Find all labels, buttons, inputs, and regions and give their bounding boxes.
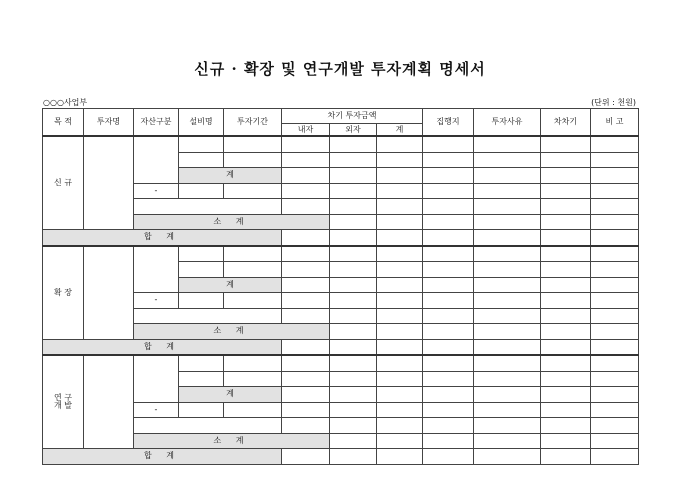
grand-total-label: 합 계 — [43, 339, 282, 355]
equipment-name-cell[interactable] — [179, 152, 224, 168]
amount-foreign-cell[interactable] — [330, 168, 377, 184]
remarks-cell[interactable] — [591, 308, 639, 324]
remarks-cell[interactable] — [591, 371, 639, 387]
reason-cell[interactable] — [474, 168, 541, 184]
equipment-name-cell[interactable] — [179, 136, 224, 152]
period-cell[interactable] — [224, 136, 282, 152]
asset-class-cell[interactable] — [134, 246, 179, 293]
amount-domestic-cell[interactable] — [282, 339, 330, 355]
asset-class-cell[interactable] — [134, 136, 179, 183]
amount-domestic-cell[interactable] — [282, 308, 330, 324]
grand-total-label: 합 계 — [43, 230, 282, 246]
period-cell[interactable] — [224, 152, 282, 168]
dash-row-cell[interactable] — [134, 199, 282, 215]
dash-cell: - — [134, 402, 179, 418]
equipment-name-cell[interactable] — [179, 371, 224, 387]
next-next-cell[interactable] — [541, 199, 591, 215]
remarks-cell[interactable] — [591, 199, 639, 215]
table-row — [43, 230, 639, 246]
amount-foreign-cell[interactable] — [330, 199, 377, 215]
executor-cell[interactable] — [423, 371, 474, 387]
investment-plan-table — [42, 108, 639, 465]
remarks-cell[interactable] — [591, 136, 639, 152]
amount-domestic-cell[interactable] — [282, 168, 330, 184]
amount-foreign-cell[interactable] — [330, 246, 377, 262]
reason-cell[interactable] — [474, 339, 541, 355]
executor-cell[interactable] — [423, 339, 474, 355]
next-next-cell[interactable] — [541, 262, 591, 278]
amount-foreign-cell[interactable] — [330, 183, 377, 199]
amount-total-cell[interactable] — [377, 152, 423, 168]
amount-domestic-cell[interactable] — [282, 418, 330, 434]
amount-foreign-cell[interactable] — [330, 277, 377, 293]
executor-cell[interactable] — [423, 262, 474, 278]
amount-foreign-cell[interactable] — [330, 339, 377, 355]
next-next-cell[interactable] — [541, 387, 591, 403]
table-row — [43, 246, 639, 262]
amount-domestic-cell[interactable] — [282, 402, 330, 418]
amount-foreign-cell[interactable] — [377, 433, 423, 449]
equipment-name-cell[interactable] — [179, 262, 224, 278]
executor-cell[interactable] — [423, 230, 474, 246]
reason-cell[interactable] — [474, 308, 541, 324]
amount-total-cell[interactable] — [377, 355, 423, 371]
reason-cell[interactable] — [474, 355, 541, 371]
header-domestic: 내자 — [282, 124, 330, 137]
header-asset-class: 자산구분 — [134, 109, 179, 137]
next-next-cell[interactable] — [541, 355, 591, 371]
executor-cell[interactable] — [423, 246, 474, 262]
dash-row-cell[interactable] — [134, 308, 282, 324]
investment-name-cell[interactable] — [84, 355, 134, 449]
executor-cell[interactable] — [423, 277, 474, 293]
header-purpose: 목 적 — [43, 109, 84, 137]
amount-total-cell[interactable] — [377, 387, 423, 403]
next-next-cell[interactable] — [541, 418, 591, 434]
executor-cell[interactable] — [423, 293, 474, 309]
header-equipment-name: 설비명 — [179, 109, 224, 137]
executor-cell[interactable] — [423, 136, 474, 152]
executor-cell[interactable] — [423, 183, 474, 199]
section-label — [43, 355, 84, 449]
amount-total-cell[interactable] — [377, 371, 423, 387]
amount-domestic-cell[interactable] — [282, 293, 330, 309]
dash-cell: - — [134, 293, 179, 309]
period-cell[interactable] — [224, 293, 282, 309]
header-remarks: 비 고 — [591, 109, 639, 137]
amount-domestic-cell[interactable] — [282, 387, 330, 403]
section-label-line1: 확 장 — [54, 287, 72, 297]
executor-cell[interactable] — [423, 355, 474, 371]
remarks-cell[interactable] — [591, 402, 639, 418]
table-row — [43, 339, 639, 355]
remarks-cell[interactable] — [591, 339, 639, 355]
amount-domestic-cell[interactable] — [282, 371, 330, 387]
item-total-label: 계 — [179, 277, 282, 293]
header-amount-group: 차기 투자금액 — [282, 109, 423, 124]
asset-class-cell[interactable] — [134, 355, 179, 402]
section-label-line1: 연 구 — [54, 393, 72, 402]
reason-cell[interactable] — [474, 199, 541, 215]
unit-label: (단위 : 천원) — [591, 98, 636, 107]
amount-domestic-cell[interactable] — [282, 262, 330, 278]
remarks-cell[interactable] — [591, 277, 639, 293]
executor-cell[interactable] — [423, 152, 474, 168]
subtotal-label: 소 계 — [134, 214, 330, 230]
header-reason: 투자사유 — [474, 109, 541, 137]
amount-total-cell[interactable] — [423, 433, 474, 449]
remarks-cell[interactable] — [591, 355, 639, 371]
amount-domestic-cell[interactable] — [282, 230, 330, 246]
next-next-cell[interactable] — [541, 308, 591, 324]
amount-total-cell[interactable] — [377, 183, 423, 199]
amount-total-cell[interactable] — [423, 324, 474, 340]
amount-foreign-cell[interactable] — [330, 418, 377, 434]
reason-cell[interactable] — [474, 183, 541, 199]
remarks-cell[interactable] — [591, 387, 639, 403]
executor-cell[interactable] — [423, 168, 474, 184]
amount-domestic-cell[interactable] — [282, 449, 330, 465]
header-total: 계 — [377, 124, 423, 137]
amount-foreign-cell[interactable] — [330, 136, 377, 152]
header-foreign: 외자 — [330, 124, 377, 137]
section-label — [43, 246, 84, 340]
executor-cell[interactable] — [474, 433, 541, 449]
table-row — [43, 449, 639, 465]
reason-cell[interactable] — [541, 214, 591, 230]
amount-foreign-cell[interactable] — [330, 355, 377, 371]
amount-domestic-cell[interactable] — [282, 246, 330, 262]
subtotal-label: 소 계 — [134, 324, 330, 340]
item-total-label: 계 — [179, 168, 282, 184]
next-next-cell[interactable] — [541, 168, 591, 184]
next-next-cell[interactable] — [591, 433, 639, 449]
period-cell[interactable] — [224, 355, 282, 371]
reason-cell[interactable] — [541, 324, 591, 340]
next-next-cell[interactable] — [541, 293, 591, 309]
amount-foreign-cell[interactable] — [330, 371, 377, 387]
next-next-cell[interactable] — [541, 152, 591, 168]
reason-cell[interactable] — [474, 418, 541, 434]
investment-name-cell[interactable] — [84, 246, 134, 340]
next-next-cell[interactable] — [591, 214, 639, 230]
table-row — [43, 136, 639, 152]
reason-cell[interactable] — [474, 402, 541, 418]
amount-domestic-cell[interactable] — [282, 152, 330, 168]
period-cell[interactable] — [224, 183, 282, 199]
executor-cell[interactable] — [423, 402, 474, 418]
equipment-name-cell[interactable] — [179, 402, 224, 418]
executor-cell[interactable] — [423, 199, 474, 215]
remarks-cell[interactable] — [591, 183, 639, 199]
amount-foreign-cell[interactable] — [330, 230, 377, 246]
remarks-cell[interactable] — [591, 293, 639, 309]
reason-cell[interactable] — [474, 136, 541, 152]
amount-foreign-cell[interactable] — [330, 387, 377, 403]
next-next-cell[interactable] — [541, 402, 591, 418]
header-row — [43, 109, 639, 124]
period-cell[interactable] — [224, 371, 282, 387]
amount-domestic-cell[interactable] — [330, 214, 377, 230]
next-next-cell[interactable] — [541, 371, 591, 387]
amount-domestic-cell[interactable] — [282, 183, 330, 199]
next-next-cell[interactable] — [541, 246, 591, 262]
amount-foreign-cell[interactable] — [377, 214, 423, 230]
remarks-cell[interactable] — [591, 152, 639, 168]
executor-cell[interactable] — [423, 418, 474, 434]
executor-cell[interactable] — [474, 324, 541, 340]
remarks-cell[interactable] — [591, 246, 639, 262]
amount-foreign-cell[interactable] — [330, 308, 377, 324]
remarks-cell[interactable] — [591, 418, 639, 434]
equipment-name-cell[interactable] — [179, 183, 224, 199]
reason-cell[interactable] — [474, 230, 541, 246]
amount-foreign-cell[interactable] — [330, 293, 377, 309]
amount-total-cell[interactable] — [377, 136, 423, 152]
amount-total-cell[interactable] — [377, 402, 423, 418]
amount-domestic-cell[interactable] — [282, 355, 330, 371]
remarks-cell[interactable] — [591, 449, 639, 465]
executor-cell[interactable] — [474, 214, 541, 230]
amount-domestic-cell[interactable] — [282, 136, 330, 152]
next-next-cell[interactable] — [541, 136, 591, 152]
subtotal-label: 소 계 — [134, 433, 330, 449]
remarks-cell[interactable] — [591, 262, 639, 278]
item-total-label: 계 — [179, 387, 282, 403]
header-investment-name: 투자명 — [84, 109, 134, 137]
amount-total-cell[interactable] — [377, 199, 423, 215]
next-next-cell[interactable] — [541, 183, 591, 199]
next-next-cell[interactable] — [541, 449, 591, 465]
amount-total-cell[interactable] — [377, 246, 423, 262]
reason-cell[interactable] — [474, 293, 541, 309]
reason-cell[interactable] — [474, 152, 541, 168]
remarks-cell[interactable] — [591, 168, 639, 184]
amount-total-cell[interactable] — [377, 168, 423, 184]
next-next-cell[interactable] — [541, 339, 591, 355]
amount-foreign-cell[interactable] — [330, 262, 377, 278]
amount-total-cell[interactable] — [377, 262, 423, 278]
period-cell[interactable] — [224, 402, 282, 418]
section-label — [43, 136, 84, 230]
header-next-next: 차차기 — [541, 109, 591, 137]
amount-domestic-cell[interactable] — [330, 324, 377, 340]
next-next-cell[interactable] — [591, 324, 639, 340]
reason-cell[interactable] — [474, 371, 541, 387]
amount-total-cell[interactable] — [377, 418, 423, 434]
document-title: 신규 · 확장 및 연구개발 투자계획 명세서 — [194, 60, 486, 78]
header-executor: 집행지 — [423, 109, 474, 137]
amount-total-cell[interactable] — [377, 449, 423, 465]
executor-cell[interactable] — [423, 308, 474, 324]
amount-total-cell[interactable] — [377, 293, 423, 309]
equipment-name-cell[interactable] — [179, 246, 224, 262]
amount-foreign-cell[interactable] — [330, 449, 377, 465]
amount-domestic-cell[interactable] — [330, 433, 377, 449]
dash-cell: - — [134, 183, 179, 199]
investment-name-cell[interactable] — [84, 136, 134, 230]
period-cell[interactable] — [224, 262, 282, 278]
next-next-cell[interactable] — [541, 277, 591, 293]
reason-cell[interactable] — [541, 433, 591, 449]
table-row — [43, 355, 639, 371]
amount-total-cell[interactable] — [423, 214, 474, 230]
executor-cell[interactable] — [423, 387, 474, 403]
dash-row-cell[interactable] — [134, 418, 282, 434]
grand-total-label: 합 계 — [43, 449, 282, 465]
header-period: 투자기간 — [224, 109, 282, 137]
section-label-line2: 개 발 — [54, 401, 72, 410]
org-label: ○○○사업부 — [43, 98, 88, 107]
remarks-cell[interactable] — [591, 230, 639, 246]
reason-cell[interactable] — [474, 246, 541, 262]
amount-foreign-cell[interactable] — [330, 152, 377, 168]
amount-total-cell[interactable] — [377, 308, 423, 324]
amount-foreign-cell[interactable] — [330, 402, 377, 418]
period-cell[interactable] — [224, 246, 282, 262]
reason-cell[interactable] — [474, 387, 541, 403]
reason-cell[interactable] — [474, 277, 541, 293]
equipment-name-cell[interactable] — [179, 293, 224, 309]
amount-total-cell[interactable] — [377, 277, 423, 293]
amount-domestic-cell[interactable] — [282, 199, 330, 215]
amount-domestic-cell[interactable] — [282, 277, 330, 293]
amount-total-cell[interactable] — [377, 230, 423, 246]
next-next-cell[interactable] — [541, 230, 591, 246]
section-label-line1: 신 규 — [54, 178, 72, 187]
reason-cell[interactable] — [474, 449, 541, 465]
amount-foreign-cell[interactable] — [377, 324, 423, 340]
reason-cell[interactable] — [474, 262, 541, 278]
executor-cell[interactable] — [423, 449, 474, 465]
equipment-name-cell[interactable] — [179, 355, 224, 371]
amount-total-cell[interactable] — [377, 339, 423, 355]
